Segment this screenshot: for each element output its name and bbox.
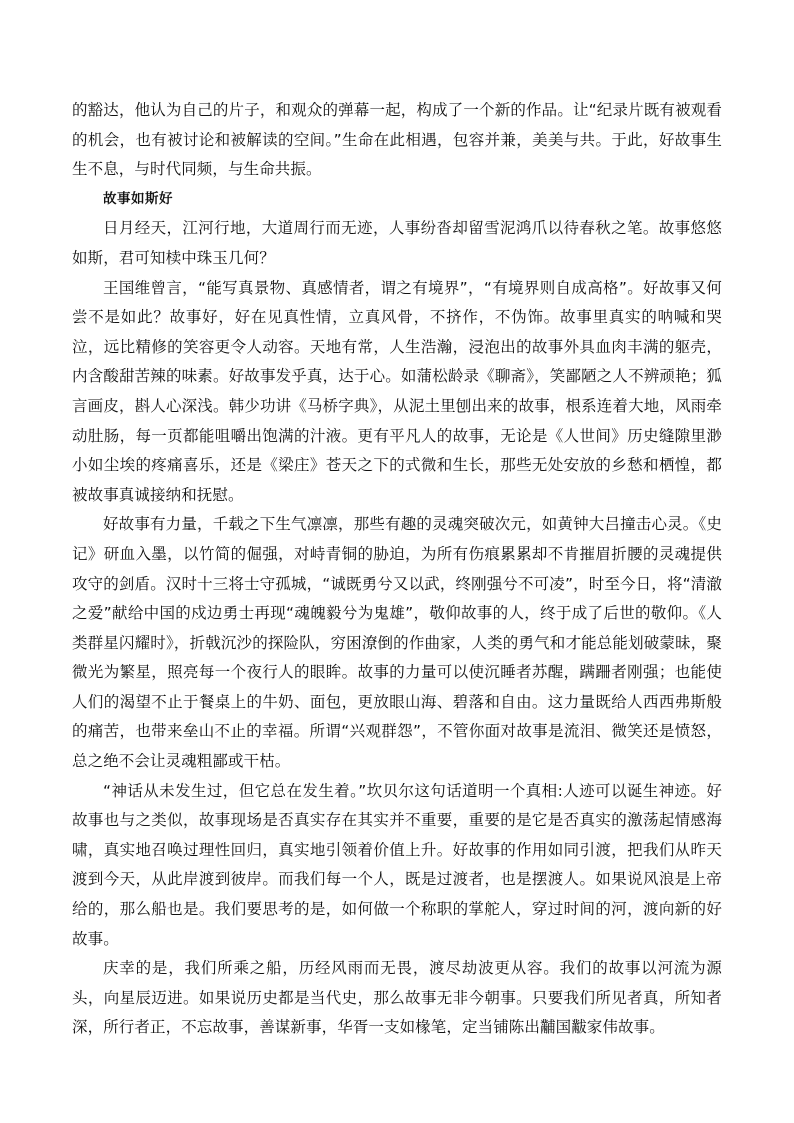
paragraph-conclusion: 庆幸的是，我们所乘之船，历经风雨而无畏，渡尽劫波更从容。我们的故事以河流为源头，向星辰迈进。如果说历史都是当代史，那么故事无非今朝事。只要我们所见者真，所知者深，所行者正，不忘故事，善谋新事，华胥一支如椽笔，定当铺陈出黼国黻家伟故事。 — [72, 959, 722, 1037]
paragraph-intro: 日月经天，江河行地，大道周行而无迹，人事纷沓却留雪泥鸿爪以待春秋之笔。故事悠悠如斯，君可知椟中珠玉几何？ — [72, 219, 722, 267]
paragraph-myth: “神话从未发生过，但它总在发生着。”坎贝尔这句话道明一个真相:人迹可以诞生神迹。好故事也与之类似，故事现场是否真实存在其实并不重要，重要的是它是否真实的激荡起情感海啸，真实地召唤过理性回归，真实地引领着价值上升。好故事的作用如同引渡，把我们从昨天渡到今天，从此岸渡到彼岸。而我们每一个人，既是过渡者，也是摆渡人。如果说风浪是上帝给的，那么船也是。我们要思考的是，如何做一个称职的掌舵人，穿过时间的河，渡向新的好故事。 — [72, 781, 722, 948]
paragraph-truth: 王国维曾言，“能写真景物、真感情者，谓之有境界”，“有境界则自成高格”。好故事又何尝不是如此？故事好，好在见真性情，立真风骨，不挤作，不伪饰。故事里真实的呐喊和哭泣，远比精修的笑容更令人动容。天地有常，人生浩瀚，浸泡出的故事外具血肉丰满的躯壳，内含酸甜苦辣的味素。好故事发乎真，达于心。如蒲松龄录《聊斋》，笑鄙陋之人不辨顽艳；狐言画皮，斟人心深浅。韩少功讲《马桥字典》，从泥土里刨出来的故事，根系连着大地，风雨牵动肚肠，每一页都能咀嚼出饱满的汁液。更有平凡人的故事，无论是《人世间》历史缝隙里渺小如尘埃的疼痛喜乐，还是《梁庄》苍天之下的式微和生长，那些无处安放的乡愁和栖惶，都被故事真诚接纳和抚慰。 — [72, 278, 722, 504]
document-body — [72, 96, 722, 1043]
paragraph-continuation: 的豁达，他认为自己的片子，和观众的弹幕一起，构成了一个新的作品。让“纪录片既有被观看的机会，也有被讨论和被解读的空间。”生命在此相遇，包容并兼，美美与共。于此，好故事生生不息，与时代同频，与生命共振。 — [72, 101, 722, 179]
section-heading: 故事如斯好 — [103, 190, 173, 207]
paragraph-power: 好故事有力量，千载之下生气凛凛，那些有趣的灵魂突破次元，如黄钟大吕撞击心灵。《史记》研血入墨，以竹简的倔强，对峙青铜的胁迫，为所有伤痕累累却不肯摧眉折腰的灵魂提供攻守的剑盾。汉时十三将士守孤城，“诚既勇兮又以武，终刚强兮不可凌”，时至今日，将“清澈之爱”献给中国的戍边勇士再现“魂魄毅兮为鬼雄”，敬仰故事的人，终于成了后世的敬仰。《人类群星闪耀时》，折戟沉沙的探险队，穷困潦倒的作曲家，人类的勇气和才能总能划破蒙昧，聚微光为繁星，照亮每一个夜行人的眼眸。故事的力量可以使沉睡者苏醒，蹒跚者刚强；也能使人们的渴望不止于餐桌上的牛奶、面包，更放眼山海、碧落和自由。这力量既给人西西弗斯般的痛苦，也带来垒山不止的幸福。所谓“兴观群怨”，不管你面对故事是流泪、微笑还是愤怒，总之绝不会让灵魂粗鄙或干枯。 — [72, 515, 722, 771]
